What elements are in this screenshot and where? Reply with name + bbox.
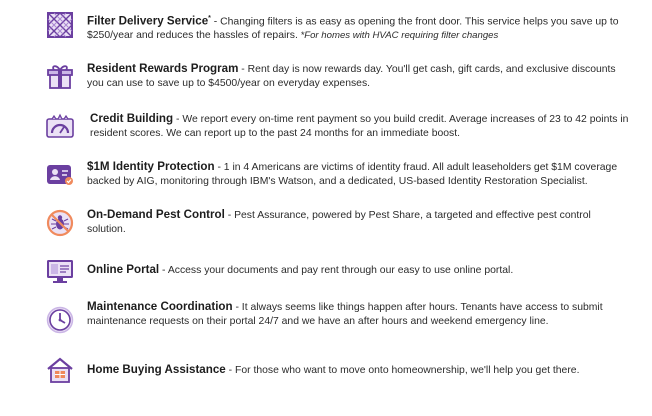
service-text xyxy=(87,160,627,188)
service-description: - Changing filters is as easy as opening the front door. This service helps you save up to $250/year and reduces the hassles of repairs. xyxy=(87,16,619,42)
service-description: - Rent day is now rewards day. You'll get cash, gift cards, and exclusive discounts you can use to save up to $4500/year on everyday expenses. xyxy=(87,64,616,89)
service-footnote: *For homes with HVAC requiring filter changes xyxy=(297,30,499,42)
clock-icon xyxy=(46,306,74,334)
service-title: Resident Rewards Program xyxy=(87,62,239,75)
service-text xyxy=(87,12,627,43)
credit-gauge-icon xyxy=(46,113,74,141)
service-text xyxy=(90,112,630,140)
house-icon xyxy=(46,356,74,384)
service-text xyxy=(87,263,627,278)
monitor-portal-icon xyxy=(46,257,74,285)
service-description: - Access your documents and pay rent through our easy to use online portal. xyxy=(159,265,514,276)
gift-box-icon xyxy=(46,62,74,90)
service-title: Credit Building xyxy=(90,112,174,125)
service-text xyxy=(87,363,627,378)
service-description: - For those who want to move onto homeownership, we'll help you get there. xyxy=(225,365,580,376)
service-description: - 1 in 4 Americans are victims of identity fraud. All adult leaseholders get $1M coverage backed by AIG, monitoring through IBM's Watson, and a dedicated, US-based Identity Restoration Specialist. xyxy=(87,162,618,187)
service-title: Home Buying Assistance xyxy=(87,363,226,376)
title-asterisk: * xyxy=(208,15,211,22)
service-description: - We report every on-time rent payment so you build credit. Average increases of 23 to 42 points in resident scores. We can report up to the past 24 months for an immediate boost. xyxy=(90,114,629,139)
service-description: - Pest Assurance, powered by Pest Share, a targeted and effective pest control solution. xyxy=(87,210,591,235)
identity-card-icon xyxy=(46,160,74,188)
service-title: Online Portal xyxy=(87,263,160,276)
service-text xyxy=(87,62,627,90)
service-text xyxy=(87,208,627,236)
service-text xyxy=(87,300,627,328)
service-title: Maintenance Coordination xyxy=(87,300,233,313)
service-title: Filter Delivery Service xyxy=(87,14,209,28)
service-title: On-Demand Pest Control xyxy=(87,208,225,221)
filter-grid-icon xyxy=(46,11,74,39)
service-description: - It always seems like things happen after hours. Tenants have access to submit maintenance requests on their portal 24/7 and we have an after hours and weekend emergency line. xyxy=(87,302,603,327)
service-title: $1M Identity Protection xyxy=(87,160,215,173)
no-pest-icon xyxy=(46,209,74,237)
